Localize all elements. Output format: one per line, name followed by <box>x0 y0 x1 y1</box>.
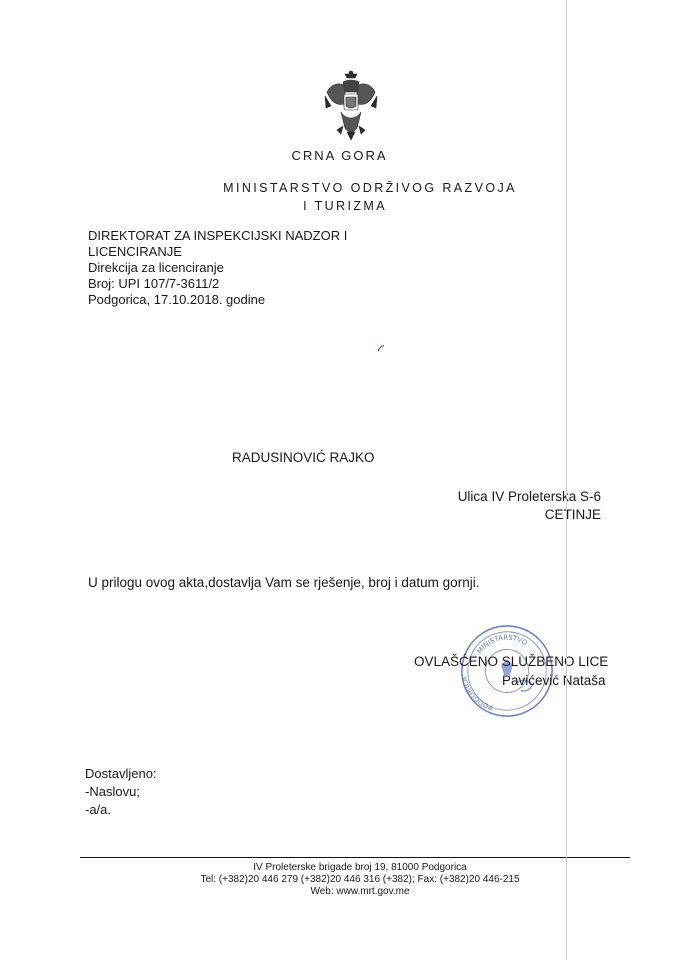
delivery-heading: Dostavljeno: <box>85 766 157 781</box>
footer-phones: Tel: (+382)20 446 279 (+382)20 446 316 (+382); Fax: (+382)20 446-215 <box>200 874 520 885</box>
recipient-name: RADUSINOVIĆ RAJKO <box>232 450 375 465</box>
directorate-line1: DIREKTORAT ZA INSPEKCIJSKI NADZOR I <box>88 228 348 243</box>
footer <box>180 862 540 898</box>
department: Direkcija za licenciranje <box>88 260 224 275</box>
svg-text:PODGORICA <box>460 676 493 712</box>
signature-title: OVLAŠĆENO SLUŽBENO LICE <box>414 654 609 669</box>
recipient-city: CETINJE <box>544 507 601 522</box>
scan-edge-line <box>566 0 567 960</box>
stamp-side-text: PODGORICA <box>460 675 494 712</box>
stamp-top-text: MINISTARSTVO <box>475 633 529 656</box>
delivery-list <box>85 765 157 819</box>
country-name: CRNA GORA <box>291 148 388 163</box>
ministry-name-line2: I TURIZMA <box>303 199 387 213</box>
delivery-item: -a/a. <box>85 802 112 817</box>
reference-number: Broj: UPI 107/7-3611/2 <box>88 276 220 291</box>
ministry-name-line1: MINISTARSTVO ODRŽIVOG RAZVOJA <box>223 181 517 195</box>
svg-text:MINISTARSTVO <box>476 634 529 656</box>
recipient-address <box>458 488 601 524</box>
recipient-street: Ulica IV Proleterska S-6 <box>457 489 601 504</box>
official-stamp <box>458 622 556 720</box>
delivery-item: -Naslovu; <box>85 784 140 799</box>
coat-of-arms-logo <box>323 70 379 142</box>
footer-divider <box>80 857 630 858</box>
place-date: Podgorica, 17.10.2018. godine <box>88 292 266 307</box>
ink-mark <box>376 343 386 353</box>
signature-name: Pavićević Nataša <box>502 673 606 688</box>
footer-web: Web: www.mrt.gov.me <box>310 886 410 897</box>
letter-body: U prilogu ovog akta,dostavlja Vam se rješenje, broj i datum gornji. <box>88 575 480 590</box>
sender-header <box>88 228 347 308</box>
footer-address: IV Proleterske brigade broj 19, 81000 Podgorica <box>253 862 467 873</box>
directorate-line2: LICENCIRANJE <box>88 244 182 259</box>
